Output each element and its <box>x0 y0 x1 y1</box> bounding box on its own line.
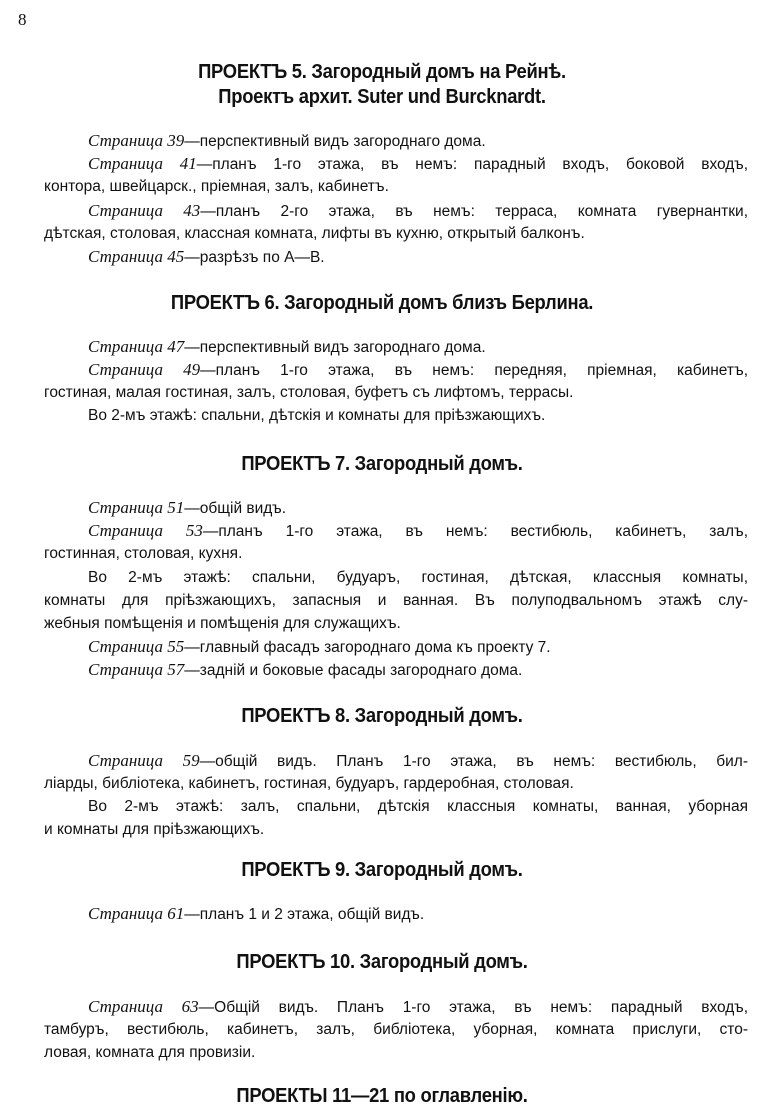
text-line <box>44 154 748 174</box>
text-line <box>44 591 748 611</box>
line-text: —планъ 2-го этажа, въ немъ: терраса, комната гувернантки, <box>200 203 748 220</box>
text-line <box>44 406 748 426</box>
text-line <box>44 660 748 681</box>
line-text: гостиная, малая гостиная, залъ, столовая, буфетъ съ лифтомъ, террасы. <box>44 384 574 401</box>
page-reference: Страница 51 <box>88 498 185 517</box>
line-text: Во 2-мъ этажѣ: спальни, будуаръ, гостиная, дѣтская, классныя комнаты, <box>88 569 748 586</box>
text-line <box>44 997 748 1017</box>
section-heading: Проектъ архит. Suter und Burcknardt. <box>218 86 546 108</box>
line-text: ловая, комната для провизіи. <box>44 1044 256 1061</box>
text-line <box>44 544 748 564</box>
section-heading: ПРОЕКТЪ 5. Загородный домъ на Рейнѣ. <box>198 61 566 83</box>
page-reference: Страница 61 <box>88 904 185 923</box>
text-line <box>44 751 748 771</box>
page-reference: Страница 43 <box>88 201 201 220</box>
text-line <box>44 637 748 658</box>
page-reference: Страница 59 <box>88 751 200 770</box>
line-text: —заднiй и боковые фасады загороднаго дома. <box>184 662 523 679</box>
line-text: тамбуръ, вестибюль, кабинетъ, залъ, библіотека, уборная, комната прислуги, сто- <box>44 1021 748 1038</box>
line-text: контора, швейцарск., пріемная, залъ, кабинетъ. <box>44 178 389 195</box>
line-text: —перспективный видъ загороднаго дома. <box>184 339 486 356</box>
text-line <box>44 568 748 588</box>
line-text: жебныя помѣщенія и помѣщенія для служащихъ. <box>44 615 401 632</box>
page-reference: Страница 55 <box>88 637 185 656</box>
line-text: —Общій видъ. Планъ 1-го этажа, въ немъ: парадный входъ, <box>198 999 748 1016</box>
line-text: комнаты для пріѣзжающихъ, запасныя и ванная. Въ полуподвальномъ этажѣ слу- <box>44 592 748 609</box>
line-text: —общій видъ. <box>184 500 286 517</box>
page-reference: Страница 47 <box>88 337 185 356</box>
text-line <box>44 904 748 925</box>
page-reference: Страница 39 <box>88 131 185 150</box>
text-line <box>44 337 748 358</box>
section-heading: ПРОЕКТЪ 7. Загородный домъ. <box>241 453 523 475</box>
line-text: —планъ 1-го этажа, въ немъ: передняя, пріемная, кабинетъ, <box>200 362 748 379</box>
section-heading: ПРОЕКТЪ 6. Загородный домъ близъ Берлина. <box>170 292 594 314</box>
text-line <box>44 224 748 244</box>
page-reference: Страница 41 <box>88 154 197 173</box>
line-text: и комнаты для пріѣзжающихъ. <box>44 821 265 838</box>
section-heading: ПРОЕКТЫ 11—21 по оглавленію. <box>236 1085 528 1107</box>
page-number: 8 <box>18 10 27 29</box>
text-line <box>44 614 748 634</box>
page-reference: Страница 45 <box>88 247 185 266</box>
text-line <box>44 131 748 152</box>
line-text: —планъ 1-го этажа, въ немъ: парадный входъ, боковой входъ, <box>196 156 748 173</box>
line-text: Во 2-мъ этажѣ: спальни, дѣтскія и комнаты для пріѣзжающихъ. <box>88 407 546 424</box>
line-text: —планъ 1-го этажа, въ немъ: вестибюль, кабинетъ, залъ, <box>202 523 748 540</box>
line-text: —планъ 1 и 2 этажа, общій видъ. <box>184 906 425 923</box>
text-line <box>44 774 748 794</box>
text-line <box>44 383 748 403</box>
text-line <box>44 177 748 197</box>
text-line <box>44 820 748 840</box>
page-reference: Страница 63 <box>88 997 199 1016</box>
section-heading: ПРОЕКТЪ 10. Загородный домъ. <box>236 951 528 973</box>
text-line <box>44 360 748 380</box>
text-line <box>44 521 748 541</box>
line-text: Во 2-мъ этажѣ: залъ, спальни, дѣтскія классныя комнаты, ванная, уборная <box>88 798 748 815</box>
text-line <box>44 797 748 817</box>
page-reference: Страница 53 <box>88 521 203 540</box>
page-reference: Страница 57 <box>88 660 185 679</box>
section-heading: ПРОЕКТЪ 8. Загородный домъ. <box>241 705 523 727</box>
line-text: —разрѣзъ по А—В. <box>184 249 325 266</box>
section-heading: ПРОЕКТЪ 9. Загородный домъ. <box>241 859 523 881</box>
page-reference: Страница 49 <box>88 360 201 379</box>
text-line <box>44 247 748 268</box>
line-text: —перспективный видъ загороднаго дома. <box>184 133 486 150</box>
line-text: —главный фасадъ загороднаго дома къ проекту 7. <box>184 639 551 656</box>
line-text: —общій видъ. Планъ 1-го этажа, въ немъ: вестибюль, бил- <box>199 753 748 770</box>
line-text: дѣтская, столовая, классная комната, лифты въ кухню, открытый балконъ. <box>44 225 585 242</box>
text-line <box>44 498 748 519</box>
text-line <box>44 1020 748 1040</box>
text-line <box>44 201 748 221</box>
line-text: гостинная, столовая, кухня. <box>44 545 243 562</box>
text-line <box>44 1043 748 1063</box>
line-text: ліарды, библіотека, кабинетъ, гостиная, будуаръ, гардеробная, столовая. <box>44 775 574 792</box>
